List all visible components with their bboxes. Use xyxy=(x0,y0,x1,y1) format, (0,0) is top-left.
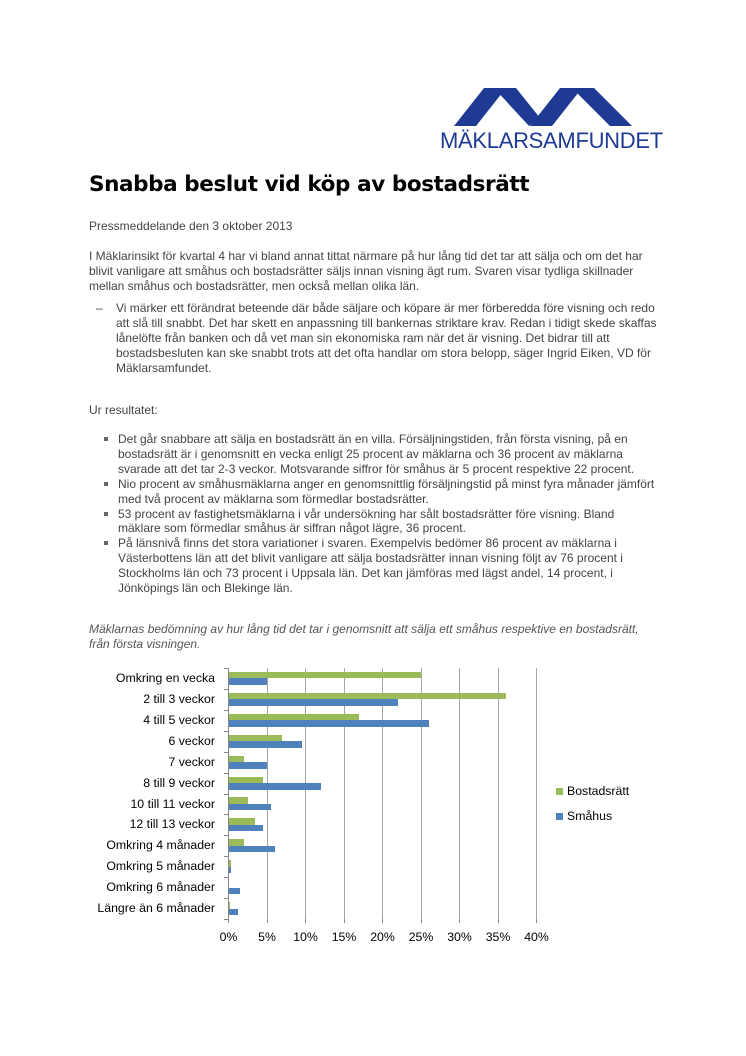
category-label: Längre än 6 månader xyxy=(97,901,215,916)
bullet-square-icon xyxy=(104,437,108,441)
gridline xyxy=(382,668,383,919)
list-item: Nio procent av småhusmäklarna anger en genomsnittlig försäljningstid på minst fyra månader jämfört med två procent av mäklarna som förmedlar bostadsrätter. xyxy=(118,477,658,507)
legend-item-bostadsratt xyxy=(567,784,629,798)
y-tick xyxy=(224,710,229,711)
bullet-square-icon xyxy=(104,512,108,516)
results-heading: Ur resultatet: xyxy=(89,403,158,417)
smahus-bar xyxy=(229,867,231,874)
smahus-bar xyxy=(229,762,268,769)
y-tick xyxy=(224,689,229,690)
y-tick xyxy=(224,773,229,774)
y-tick xyxy=(224,668,229,669)
x-tick-label: 25% xyxy=(408,930,434,944)
category-label: 12 till 13 veckor xyxy=(129,817,215,832)
x-tick-label: 35% xyxy=(485,930,511,944)
bostadsratt-bar xyxy=(229,714,360,721)
list-item: På länsnivå finns det stora variationer i svaren. Exempelvis bedömer 86 procent av mäklarna i Västerbottens län att det blivit vanligare att sälja bostadsrätter innan visning följt av 76 procent i Stockholms län och 73 procent i Uppsala län. Det kan jämföras med lägst andel, 14 procent, i Jönköpings län och Blekinge län. xyxy=(118,536,658,596)
x-tick xyxy=(267,919,268,923)
x-tick xyxy=(305,919,306,923)
x-tick-label: 20% xyxy=(370,930,395,944)
x-tick xyxy=(459,919,460,923)
legend-label: Bostadsrätt xyxy=(567,784,630,798)
x-tick xyxy=(228,919,229,923)
bullet-square-icon xyxy=(104,482,108,486)
legend-item-smahus xyxy=(567,809,612,823)
smahus-bar xyxy=(229,909,238,916)
category-label: Omkring 6 månader xyxy=(106,880,215,895)
smahus-bar xyxy=(229,825,264,832)
y-tick xyxy=(224,731,229,732)
x-tick-label: 40% xyxy=(524,930,549,944)
x-tick-label: 30% xyxy=(447,930,472,944)
results-list xyxy=(118,432,658,596)
x-tick-label: 5% xyxy=(258,930,276,944)
category-label: Omkring en vecka xyxy=(115,671,215,685)
bostadsratt-bar xyxy=(229,839,244,846)
x-tick xyxy=(536,919,537,923)
x-tick-label: 15% xyxy=(331,930,357,944)
y-axis xyxy=(228,668,229,919)
gridline xyxy=(267,668,268,919)
y-tick xyxy=(224,898,229,899)
smahus-bar xyxy=(229,720,429,727)
intro-paragraph: I Mäklarinsikt för kvartal 4 har vi bland annat tittat närmare på hur lång tid det tar att sälja och om det har blivit vanligare att småhus och bostadsrätter säljs innan visning ägt rum. Svaren visar tydliga skillnader mellan småhus och bostadsrätter, men också mellan olika län. xyxy=(89,249,643,293)
gridline xyxy=(421,668,422,919)
list-item: 53 procent av fastighetsmäklarna i vår undersökning har sålt bostadsrätter före visning. Bland mäklare som förmedlar småhus är siffran något lägre, 36 procent. xyxy=(118,507,658,537)
roof-logo-icon xyxy=(454,84,650,126)
smahus-bar xyxy=(229,804,271,811)
maklarsamfundet-logo xyxy=(440,84,662,154)
category-label: Omkring 5 månader xyxy=(106,859,215,874)
gridline xyxy=(305,668,306,919)
smahus-bar xyxy=(229,888,241,895)
x-tick xyxy=(421,919,422,923)
smahus-bar xyxy=(229,741,302,748)
category-label: 10 till 11 veckor xyxy=(130,796,215,811)
smahus-bar xyxy=(229,678,268,685)
x-tick-label: 10% xyxy=(293,930,318,944)
smahus-bar xyxy=(229,783,321,790)
press-release-date: Pressmeddelande den 3 oktober 2013 xyxy=(89,219,293,233)
gridline xyxy=(459,668,460,919)
category-label: 4 till 5 veckor xyxy=(143,712,215,727)
list-item: Det går snabbare att sälja en bostadsrätt än en villa. Försäljningstiden, från första visning, på en bostadsrätt är i genomsnitt en vecka enligt 25 procent av mäklarna och 36 procent av mäklarna svarade att det tar 2-3 veckor. Motsvarande siffror för småhus är 5 procent respektive 22 procent. xyxy=(118,432,658,477)
bostadsratt-bar xyxy=(229,797,248,804)
legend-swatch-icon xyxy=(556,788,563,795)
y-tick xyxy=(224,835,229,836)
bostadsratt-bar xyxy=(229,902,231,909)
category-label: Omkring 4 månader xyxy=(106,838,215,853)
category-label: 2 till 3 veckor xyxy=(143,691,215,706)
legend-label: Småhus xyxy=(567,809,613,823)
y-tick xyxy=(224,877,229,878)
x-tick xyxy=(382,919,383,923)
bostadsratt-bar xyxy=(229,672,422,679)
bostadsratt-bar xyxy=(229,777,264,784)
bostadsratt-bar xyxy=(229,756,244,763)
category-label: 6 veckor xyxy=(168,733,215,748)
bostadsratt-bar xyxy=(229,818,256,825)
y-tick xyxy=(224,814,229,815)
chart-caption: Mäklarnas bedömning av hur lång tid det tar i genomsnitt att sälja ett småhus respektive en bostadsrätt, från första visningen. xyxy=(89,622,639,651)
bullet-square-icon xyxy=(104,541,108,545)
y-tick xyxy=(224,752,229,753)
smahus-bar xyxy=(229,699,398,706)
page-title: Snabba beslut vid köp av bostadsrätt xyxy=(89,172,530,197)
bostadsratt-bar xyxy=(229,693,506,700)
category-label: 7 veckor xyxy=(168,754,215,769)
x-tick xyxy=(498,919,499,923)
quote-dash: – xyxy=(96,301,103,315)
gridline xyxy=(498,668,499,919)
x-tick-label: 0% xyxy=(219,930,238,944)
legend-swatch-icon xyxy=(556,813,563,820)
gridline xyxy=(536,668,537,919)
gridline xyxy=(344,668,345,919)
y-tick xyxy=(224,794,229,795)
smahus-bar xyxy=(229,846,275,853)
quote-paragraph: Vi märker ett förändrat beteende där både säljare och köpare är mer förberedda före visning och redo att slå till snabbt. Det har skett en anpassning till bankernas striktare krav. Redan i tidigt skede skaffas lånelöfte från banken och då vet man sin ekonomiska ram när det är visning. Det bidrar till att bostadsbesluten kan ske snabbt trots att det ofta handlar om stora belopp, säger Ingrid Eiken, VD för Mäklarsamfundet. xyxy=(116,301,657,375)
logo-wordmark: MÄKLARSAMFUNDET xyxy=(440,128,663,153)
y-tick xyxy=(224,919,229,920)
y-tick xyxy=(224,856,229,857)
bostadsratt-bar xyxy=(229,860,231,867)
bostadsratt-bar xyxy=(229,735,283,742)
category-label: 8 till 9 veckor xyxy=(143,775,215,790)
x-tick xyxy=(344,919,345,923)
